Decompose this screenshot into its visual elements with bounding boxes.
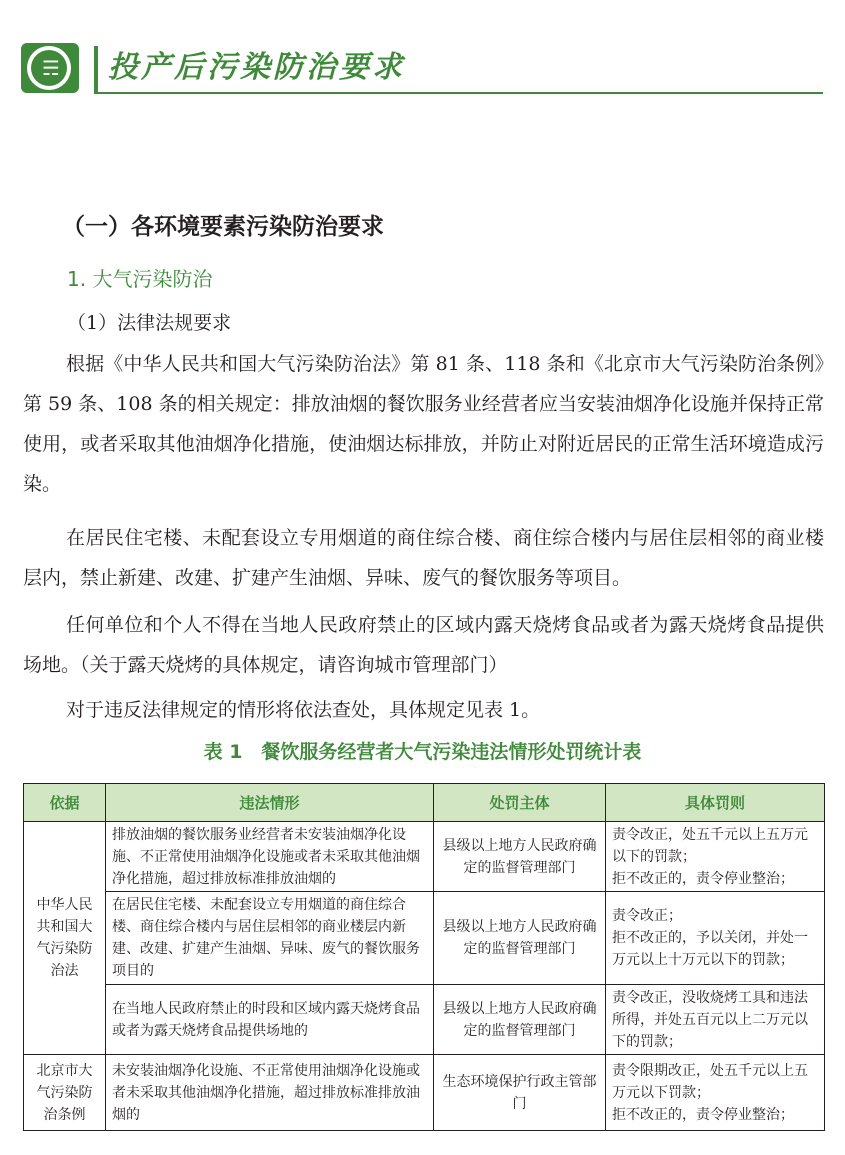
header-basis: 依据 xyxy=(24,784,106,822)
violation-cell: 在居民住宅楼、未配套设立专用烟道的商住综合楼、商住综合楼内与居住层相邻的商业楼层内新建、改建、扩建产生油烟、异味、废气的餐饮服务项目的 xyxy=(106,892,434,985)
table-header-row xyxy=(24,784,825,822)
header-penalty: 具体罚则 xyxy=(606,784,825,822)
paragraph-prohibited-locations: 在居民住宅楼、未配套设立专用烟道的商住综合楼、商住综合楼内与居住层相邻的商业楼层内，禁止新建、改建、扩建产生油烟、异味、废气的餐饮服务等项目。 xyxy=(23,527,824,589)
penalty-cell: 责令改正，处五千元以上五万元以下的罚款； 拒不改正的，责令停业整治； xyxy=(606,822,825,892)
subsection-title: 1. 大气污染防治 xyxy=(67,267,213,291)
subject-cell: 县级以上地方人民政府确定的监督管理部门 xyxy=(434,822,606,892)
logo-ring xyxy=(27,46,71,90)
page-title: 投产后污染防治要求 xyxy=(108,50,405,85)
basis-cell: 中华人民共和国大气污染防治法 xyxy=(24,822,106,1055)
violation-cell: 未安装油烟净化设施、不正常使用油烟净化设施或者未采取其他油烟净化措施，超过排放标准排放油烟的 xyxy=(106,1055,434,1131)
penalty-cell: 责令改正，没收烧烤工具和违法所得，并处五百元以上二万元以下的罚款； xyxy=(606,985,825,1055)
header-violation: 违法情形 xyxy=(106,784,434,822)
page-header xyxy=(0,0,845,100)
table-row xyxy=(24,985,825,1055)
basis-cell: 北京市大气污染防治条例 xyxy=(24,1055,106,1131)
penalty-cell: 责令限期改正，处五千元以上五万元以下罚款； 拒不改正的，责令停业整治； xyxy=(606,1055,825,1131)
header-rule xyxy=(94,92,823,94)
table-row xyxy=(24,822,825,892)
paragraph-outdoor-bbq: 任何单位和个人不得在当地人民政府禁止的区域内露天烧烤食品或者为露天烧烤食品提供场地。（关于露天烧烤的具体规定，请咨询城市管理部门） xyxy=(23,614,824,676)
violation-cell: 排放油烟的餐饮服务业经营者未安装油烟净化设施、不正常使用油烟净化设施或者未采取其他油烟净化措施，超过排放标准排放油烟的 xyxy=(106,822,434,892)
penalty-cell: 责令改正； 拒不改正的，予以关闭，并处一万元以上十万元以下的罚款； xyxy=(606,892,825,985)
paragraph-legal-basis: 根据《中华人民共和国大气污染防治法》第 81 条、118 条和《北京市大气污染防治条例》第 59 条、108 条的相关规定：排放油烟的餐饮服务业经营者应当安装油烟净化设施并保持正常使用，或者采取其他油烟净化措施，使油烟达标排放，并防止对附近居民的正常生活环境造成污染。 xyxy=(23,353,824,495)
subsection-subtitle: （1）法律法规要求 xyxy=(67,312,232,334)
subject-cell: 生态环境保护行政主管部门 xyxy=(434,1055,606,1131)
logo-inner xyxy=(31,50,67,86)
violation-cell: 在当地人民政府禁止的时段和区域内露天烧烤食品或者为露天烧烤食品提供场地的 xyxy=(106,985,434,1055)
subject-cell: 县级以上地方人民政府确定的监督管理部门 xyxy=(434,985,606,1055)
table-row xyxy=(24,892,825,985)
wind-icon: ☴ xyxy=(42,56,60,80)
header-divider xyxy=(94,46,98,93)
header-subject: 处罚主体 xyxy=(434,784,606,822)
subject-cell: 县级以上地方人民政府确定的监督管理部门 xyxy=(434,892,606,985)
table-row xyxy=(24,1055,825,1131)
logo xyxy=(21,43,79,93)
paragraph-table-reference: 对于违反法律规定的情形将依法查处，具体规定见表 1。 xyxy=(66,699,541,721)
table-title: 表 1 餐饮服务经营者大气污染违法情形处罚统计表 xyxy=(203,741,642,763)
penalty-table xyxy=(23,783,825,1131)
section-title: （一）各环境要素污染防治要求 xyxy=(62,214,384,240)
